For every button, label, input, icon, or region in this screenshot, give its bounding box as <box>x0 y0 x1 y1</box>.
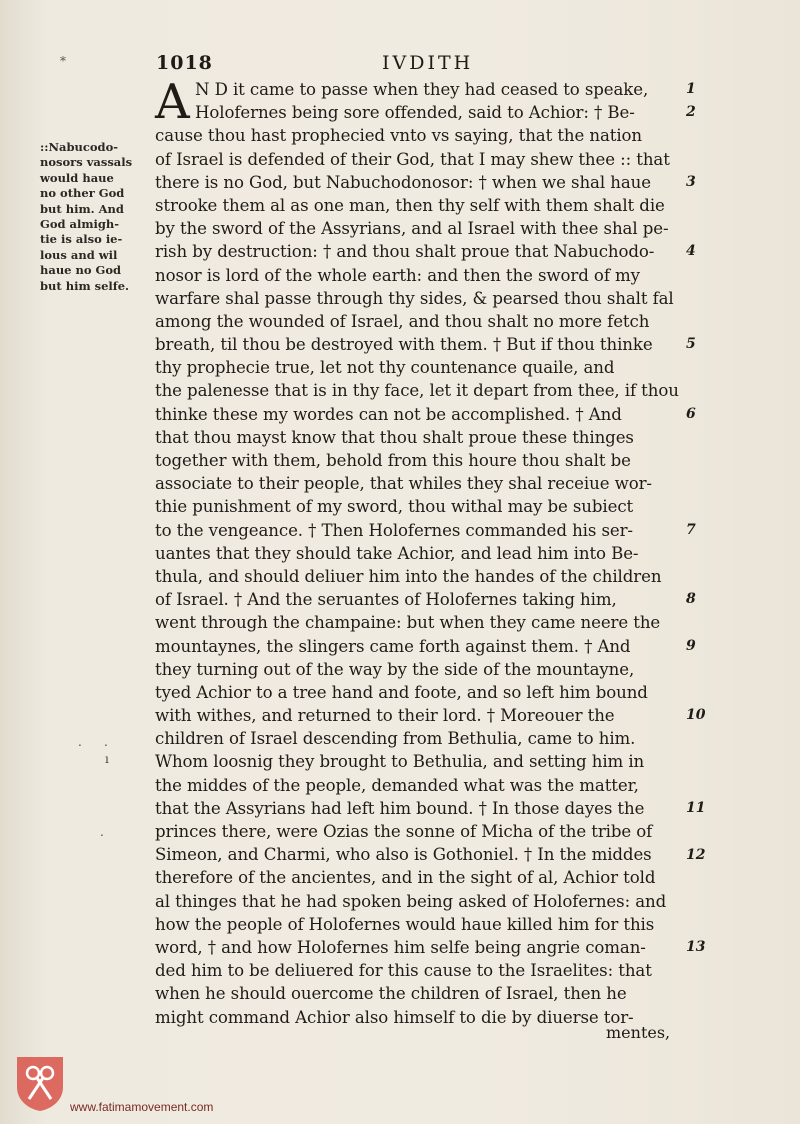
margin-note-line: lous and wil <box>40 247 118 262</box>
drop-cap: A <box>155 74 190 130</box>
text-line: among the wounded of Israel, and thou shalt no more fetch <box>155 311 650 331</box>
print-speck: . <box>104 735 108 749</box>
text-line: associate to their people, that whiles they shal receiue wor- <box>155 474 652 494</box>
text-line: cause thou hast prophecied vnto vs saying, that the nation <box>155 126 643 146</box>
verse-number: 8 <box>686 591 696 608</box>
text-line: uantes that they should take Achior, and lead him into Be- <box>155 543 639 563</box>
verse-number: 1 <box>686 81 696 97</box>
margin-note-line: tie is also ie- <box>40 232 123 247</box>
site-logo-icon <box>13 1053 67 1113</box>
text-line: how the people of Holofernes would haue killed him for this <box>155 914 655 934</box>
verse-number: 3 <box>686 173 696 190</box>
text-line: Simeon, and Charmi, who also is Gothoniel. † In the middes <box>155 845 652 865</box>
text-line: breath, til thou be destroyed with them. † But if thou thinke <box>155 335 653 355</box>
print-speck: . <box>100 825 104 839</box>
verse-number: 6 <box>686 405 696 422</box>
text-line: of Israel is defended of their God, that I may shew thee :: that <box>155 149 670 169</box>
text-line: strooke them al as one man, then thy self with them shalt die <box>155 195 665 215</box>
book-title: IVDITH <box>382 52 474 74</box>
text-line: N D it came to passe when they had ceased to speake, <box>195 80 649 99</box>
text-line: ded him to be deliuered for this cause to the Israelites: that <box>155 961 652 981</box>
margin-note-line: but him selfe. <box>40 278 130 293</box>
page-number: 1018 <box>156 52 213 74</box>
text-line: children of Israel descending from Bethulia, came to him. <box>155 729 636 749</box>
text-line: therefore of the ancientes, and in the sight of al, Achior told <box>155 868 656 888</box>
text-line: that the Assyrians had left him bound. † In those dayes the <box>155 798 645 818</box>
text-line: went through the champaine: but when they came neere the <box>155 613 661 633</box>
text-line: Whom loosnig they brought to Bethulia, and setting him in <box>155 752 645 772</box>
verse-number: 9 <box>686 637 696 654</box>
text-line: with withes, and returned to their lord. † Moreouer the <box>155 706 615 726</box>
margin-note-line: nosors vassals <box>40 155 133 170</box>
text-line: mountaynes, the slingers came forth against them. † And <box>155 636 631 656</box>
verse-number: 4 <box>686 243 696 260</box>
corner-mark: * <box>60 54 66 68</box>
text-line: thula, and should deliuer him into the handes of the children <box>155 566 662 586</box>
text-line: of Israel. † And the seruantes of Holofernes taking him, <box>155 590 617 610</box>
text-line: tyed Achior to a tree hand and foote, and so left him bound <box>155 682 648 702</box>
margin-note-line: no other God <box>40 186 125 201</box>
text-line: by the sword of the Assyrians, and al Israel with thee shal pe- <box>155 219 669 239</box>
text-line: nosor is lord of the whole earth: and then the sword of my <box>155 265 640 285</box>
text-line: Holofernes being sore offended, said to Achior: † Be- <box>195 103 635 123</box>
verse-number: 2 <box>686 104 696 121</box>
margin-note-line: but him. And <box>40 201 124 216</box>
text-line: warfare shal passe through thy sides, & pearsed thou shalt fal <box>155 288 674 308</box>
text-line: thie punishment of my sword, thou withal may be subiect <box>155 497 634 517</box>
margin-note-line: haue no God <box>40 263 122 278</box>
print-speck: . <box>78 735 82 749</box>
verse-number: 5 <box>686 336 696 353</box>
scripture-text <box>155 74 689 1029</box>
text-line: al thinges that he had spoken being asked of Holofernes: and <box>155 891 667 911</box>
print-speck: ı <box>105 752 109 766</box>
text-line: together with them, behold from this houre thou shalt be <box>155 451 631 470</box>
text-line: there is no God, but Nabuchodonosor: † when we shal haue <box>155 172 651 192</box>
text-line: princes there, were Ozias the sonne of Micha of the tribe of <box>155 822 653 841</box>
text-line: the middes of the people, demanded what was the matter, <box>155 775 639 795</box>
verse-number: 10 <box>686 707 706 724</box>
verse-number: 13 <box>686 939 706 956</box>
margin-note-line: ::Nabucodo- <box>40 140 119 154</box>
text-line: word, † and how Holofernes him selfe being angrie coman- <box>155 937 646 957</box>
text-line: when he should ouercome the children of Israel, then he <box>155 984 627 1004</box>
margin-note-line: God almigh- <box>40 217 120 232</box>
catchword: mentes, <box>606 1023 671 1042</box>
margin-note-line: would haue <box>40 170 114 185</box>
text-line: that thou mayst know that thou shalt proue these thinges <box>155 427 634 447</box>
text-line: they turning out of the way by the side of the mountayne, <box>155 659 635 679</box>
text-line: the palenesse that is in thy face, let it depart from thee, if thou <box>155 381 679 401</box>
text-line: might command Achior also himself to die by diuerse tor- <box>155 1007 634 1027</box>
text-line: to the vengeance. † Then Holofernes commanded his ser- <box>155 520 633 540</box>
verse-number: 11 <box>686 800 706 817</box>
verse-number: 7 <box>686 521 696 538</box>
footer-url[interactable]: www.fatimamovement.com <box>70 1100 214 1114</box>
text-line: thy prophecie true, let not thy countenance quaile, and <box>155 358 615 378</box>
verse-number: 12 <box>686 846 706 863</box>
text-line: rish by destruction: † and thou shalt proue that Nabuchodo- <box>155 242 655 262</box>
marginal-annotation <box>40 140 156 294</box>
text-line: thinke these my wordes can not be accomplished. † And <box>155 404 622 424</box>
